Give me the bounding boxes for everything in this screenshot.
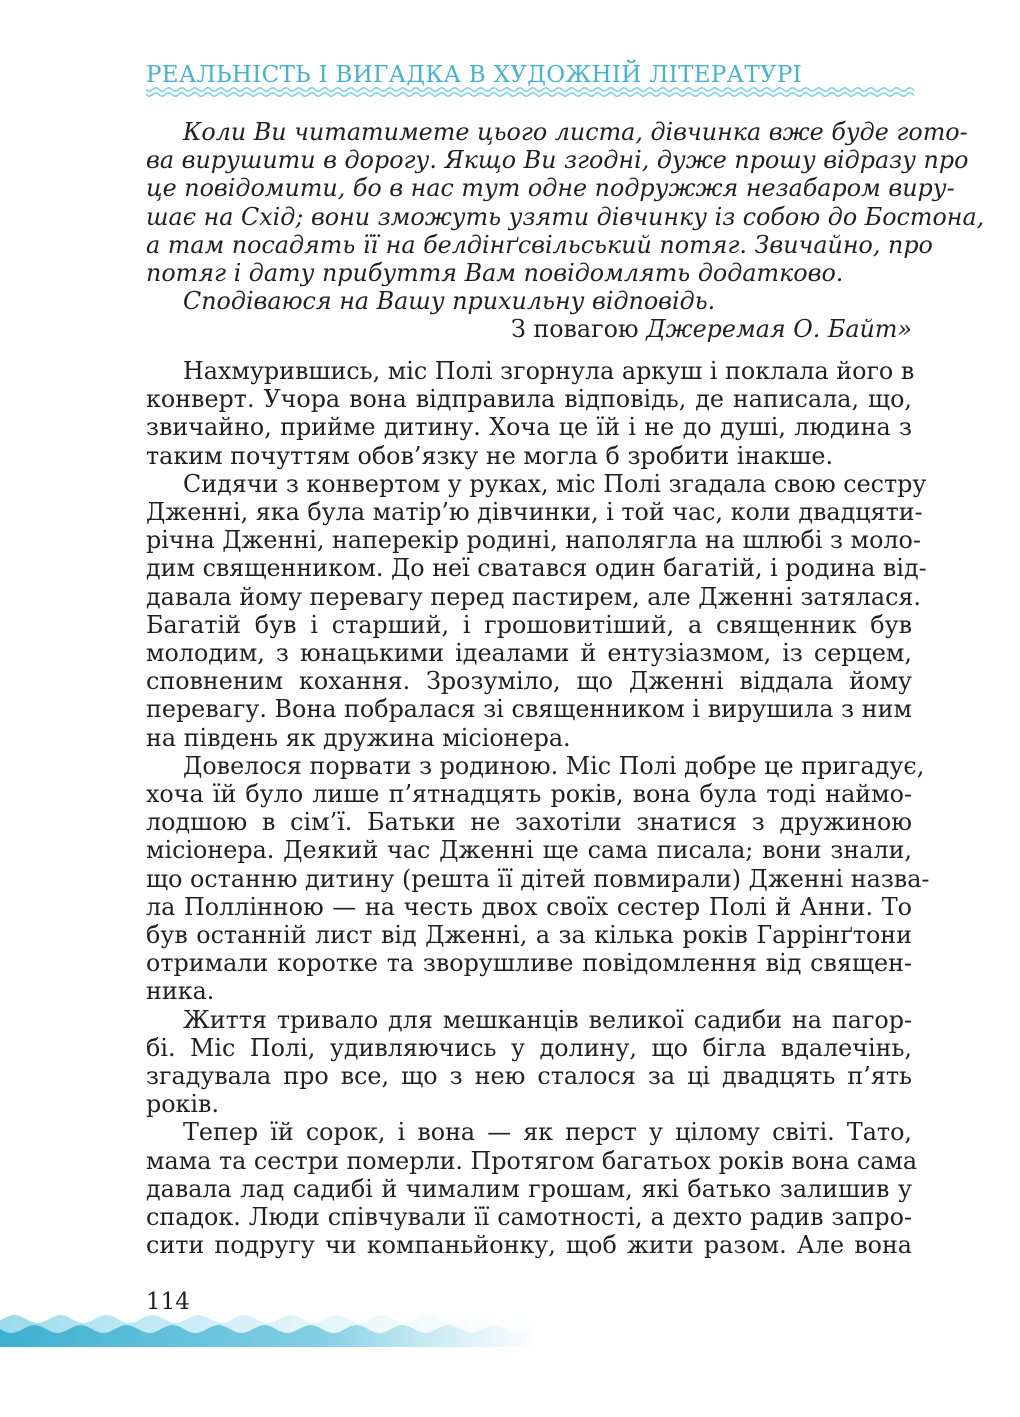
letter-line: потяг і дату прибуття Вам повідомлять додатково. — [146, 259, 844, 288]
story-body — [146, 357, 930, 1260]
signature-name: Джеремая О. Байт» — [646, 315, 912, 344]
letter-line: шає на Схід; вони зможуть узяти дівчинку із собою до Бостона, — [146, 202, 985, 231]
paragraph — [146, 1006, 912, 1119]
paragraph-line: давала йому перевагу перед пастирем, але Дженні затялася. — [146, 582, 921, 611]
paragraph — [146, 469, 927, 752]
paragraph-line: сити подругу чи компаньйонку, щоб жити разом. Але вона — [146, 1231, 912, 1260]
paragraph-line: хоча їй було лише п’ятнадцять років, вона була тоді наймо- — [146, 780, 912, 809]
signature-prefix: З повагою — [510, 315, 647, 344]
paragraph-line: Довелося порвати з родиною. Міс Полі добре це пригадує, — [183, 751, 925, 780]
running-header-title: РЕАЛЬНІСТЬ І ВИГАДКА В ХУДОЖНІЙ ЛІТЕРАТУРІ — [146, 62, 803, 88]
paragraph-line: сповненим кохання. Зрозуміло, що Дженні віддала йому — [146, 667, 912, 696]
paragraph-line: ника. — [146, 977, 215, 1006]
letter-body — [146, 118, 985, 288]
letter-line: це повідомити, бо в нас тут одне подружжя незабаром виру- — [146, 174, 955, 203]
paragraph-line: Життя тривало для мешканців великої садиби на пагор- — [183, 1005, 912, 1034]
paragraph — [146, 1118, 918, 1260]
paragraph-line: Нахмурившись, міс Полі згорнула аркуш і поклала його в — [183, 357, 915, 385]
paragraph-line: місіонера. Деякий час Дженні ще сама писала; вони знали, — [146, 836, 912, 865]
paragraph-line: Тепер їй сорок, і вона — як перст у цілому світі. Тато, — [183, 1118, 912, 1147]
letter-line: Коли Ви читатимете цього листа, дівчинка вже буде гото- — [183, 118, 968, 146]
paragraph-line: мама та сестри померли. Протягом багатьох років вона сама — [146, 1146, 918, 1175]
footer-wave-ornament — [0, 1305, 540, 1347]
letter-signature — [146, 315, 912, 343]
paragraph-line: років. — [146, 1090, 220, 1119]
paragraph-line: Сидячи з конвертом у руках, міс Полі згадала свою сестру — [183, 469, 927, 498]
letter-line: а там посадять її на белдінґсвільський потяг. Звичайно, про — [146, 230, 933, 259]
paragraph-line: перевагу. Вона побралася зі священником і вирушила з ним — [146, 695, 912, 724]
paragraph-line: спадок. Люди співчували її самотності, а дехто радив запро- — [146, 1203, 912, 1232]
paragraph-line: звичайно, прийме дитину. Хоча це їй і не до душі, людина з — [146, 413, 912, 442]
paragraph-line: згадувала про все, що з нею сталося за ці двадцять п’ять — [146, 1062, 912, 1091]
letter-line: ва вирушити в дорогу. Якщо Ви згодні, дуже прошу відразу про — [146, 146, 969, 175]
paragraph-line: річна Дженні, наперекір родині, наполягла на шлюбі з моло- — [146, 526, 921, 555]
paragraph-line: бі. Міс Полі, удивляючись у долину, що бігла вдалечінь, — [146, 1033, 912, 1062]
paragraph-line: Дженні, яка була матір’ю дівчинки, і той час, коли двадцяти- — [146, 498, 923, 527]
paragraph-line: Багатій був і старший, і грошовитіший, а священник був — [146, 610, 912, 639]
paragraph-line: таким почуттям обов’язку не могла б зробити інакше. — [146, 441, 834, 470]
letter-excerpt — [146, 118, 985, 344]
paragraph-line: лодшою в сім’ї. Батьки не захотіли знатися з дружиною — [146, 808, 912, 837]
letter-closing: Сподіваюся на Вашу прихильну відповідь. — [183, 287, 716, 316]
paragraph-line: конверт. Учора вона відправила відповідь, де написала, що, — [146, 385, 912, 414]
paragraph — [146, 751, 930, 1006]
page-number: 114 — [146, 1289, 190, 1315]
paragraph-line: давала лад садибі й чималим грошам, які батько залишив у — [146, 1174, 912, 1203]
paragraph-line: дим священником. До неї сватався один багатій, і родина від- — [146, 554, 927, 583]
paragraph-line: ла Поллінною — на честь двох своїх сестер Полі й Анни. То — [146, 892, 912, 921]
paragraph-line: молодим, з юнацькими ідеалами й ентузіазмом, із серцем, — [146, 639, 912, 668]
paragraph-line: отримали коротке та зворушливе повідомлення від священ- — [146, 949, 912, 978]
paragraph-line: на південь як дружина місіонера. — [146, 723, 571, 752]
paragraph-line: що останню дитину (решта її дітей повмирали) Дженні назва- — [146, 864, 930, 893]
paragraph-line: був останній лист від Дженні, а за кілька років Гаррінґтони — [146, 921, 912, 950]
header-wave-ornament — [146, 86, 914, 98]
paragraph — [146, 357, 915, 470]
